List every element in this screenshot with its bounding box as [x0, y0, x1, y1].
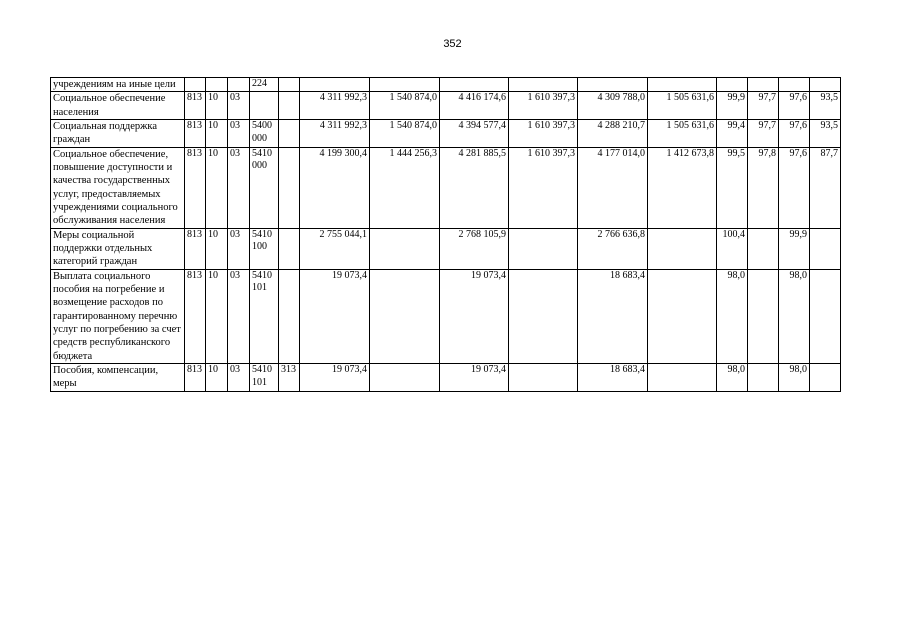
ved-code: 813 — [185, 147, 206, 228]
target-article-code — [250, 92, 279, 120]
value-4: 1 610 397,3 — [509, 147, 578, 228]
percent-4: 87,7 — [810, 147, 841, 228]
value-1: 19 073,4 — [300, 363, 370, 391]
value-6 — [648, 78, 717, 92]
value-2: 1 540 874,0 — [370, 92, 440, 120]
percent-2 — [748, 228, 779, 269]
budget-table — [50, 77, 841, 392]
value-5: 18 683,4 — [578, 363, 648, 391]
percent-4 — [810, 363, 841, 391]
value-5: 18 683,4 — [578, 269, 648, 363]
expense-type-code — [279, 147, 300, 228]
expense-type-code — [279, 269, 300, 363]
table-row — [51, 269, 841, 363]
percent-2: 97,8 — [748, 147, 779, 228]
percent-3: 97,6 — [779, 147, 810, 228]
target-article-code: 5410 000 — [250, 147, 279, 228]
value-1: 4 311 992,3 — [300, 92, 370, 120]
ved-code — [185, 78, 206, 92]
value-2 — [370, 78, 440, 92]
value-6: 1 505 631,6 — [648, 119, 717, 147]
percent-1: 98,0 — [717, 363, 748, 391]
percent-1: 99,4 — [717, 119, 748, 147]
value-3: 19 073,4 — [440, 363, 509, 391]
percent-4 — [810, 269, 841, 363]
subsection-code: 03 — [228, 92, 250, 120]
value-3: 4 281 885,5 — [440, 147, 509, 228]
section-code: 10 — [206, 228, 228, 269]
percent-4: 93,5 — [810, 92, 841, 120]
expense-type-code — [279, 92, 300, 120]
value-1: 4 311 992,3 — [300, 119, 370, 147]
page-number: 352 — [443, 38, 462, 50]
section-code: 10 — [206, 92, 228, 120]
value-3: 19 073,4 — [440, 269, 509, 363]
section-code: 10 — [206, 119, 228, 147]
value-1: 2 755 044,1 — [300, 228, 370, 269]
expense-type-code — [279, 119, 300, 147]
expense-type-code — [279, 78, 300, 92]
percent-4 — [810, 78, 841, 92]
ved-code: 813 — [185, 363, 206, 391]
subsection-code: 03 — [228, 228, 250, 269]
value-6: 1 412 673,8 — [648, 147, 717, 228]
subsection-code: 03 — [228, 119, 250, 147]
percent-1: 100,4 — [717, 228, 748, 269]
percent-2 — [748, 363, 779, 391]
subsection-code: 03 — [228, 147, 250, 228]
percent-2 — [748, 78, 779, 92]
section-code: 10 — [206, 147, 228, 228]
target-article-code: 5410 101 — [250, 363, 279, 391]
ved-code: 813 — [185, 269, 206, 363]
section-code: 10 — [206, 269, 228, 363]
subsection-code: 03 — [228, 363, 250, 391]
table-row — [51, 228, 841, 269]
value-3: 4 416 174,6 — [440, 92, 509, 120]
value-2 — [370, 363, 440, 391]
percent-4: 93,5 — [810, 119, 841, 147]
value-5: 4 288 210,7 — [578, 119, 648, 147]
ved-code: 813 — [185, 92, 206, 120]
value-4 — [509, 78, 578, 92]
percent-3 — [779, 78, 810, 92]
value-3 — [440, 78, 509, 92]
value-6 — [648, 228, 717, 269]
value-3: 4 394 577,4 — [440, 119, 509, 147]
percent-2: 97,7 — [748, 119, 779, 147]
percent-3: 97,6 — [779, 119, 810, 147]
percent-4 — [810, 228, 841, 269]
expense-type-code: 313 — [279, 363, 300, 391]
table-row — [51, 78, 841, 92]
value-2 — [370, 228, 440, 269]
value-1: 4 199 300,4 — [300, 147, 370, 228]
table-row — [51, 92, 841, 120]
value-4: 1 610 397,3 — [509, 119, 578, 147]
percent-3: 98,0 — [779, 363, 810, 391]
value-4 — [509, 269, 578, 363]
percent-1: 99,5 — [717, 147, 748, 228]
percent-1 — [717, 78, 748, 92]
value-2 — [370, 269, 440, 363]
ved-code: 813 — [185, 228, 206, 269]
subsection-code — [228, 78, 250, 92]
section-code — [206, 78, 228, 92]
percent-3: 97,6 — [779, 92, 810, 120]
row-name: Социальная поддержка граждан — [51, 119, 185, 147]
value-5: 4 309 788,0 — [578, 92, 648, 120]
value-4: 1 610 397,3 — [509, 92, 578, 120]
table-row — [51, 147, 841, 228]
row-name: Выплата социального пособия на погребение и возмещение расходов по гарантированному перечню услуг по погребению за счет средств республиканского бюджета — [51, 269, 185, 363]
percent-1: 98,0 — [717, 269, 748, 363]
section-code: 10 — [206, 363, 228, 391]
target-article-code: 5400 000 — [250, 119, 279, 147]
row-name: Пособия, компенсации, меры — [51, 363, 185, 391]
percent-3: 99,9 — [779, 228, 810, 269]
target-article-code: 224 — [250, 78, 279, 92]
value-2: 1 540 874,0 — [370, 119, 440, 147]
target-article-code: 5410 100 — [250, 228, 279, 269]
percent-2: 97,7 — [748, 92, 779, 120]
row-name: Социальное обеспечение, повышение доступности и качества государственных услуг, предоставляемых учреждениями социального обслуживания населения — [51, 147, 185, 228]
value-5: 2 766 636,8 — [578, 228, 648, 269]
table-row — [51, 363, 841, 391]
table-body — [51, 78, 841, 392]
percent-2 — [748, 269, 779, 363]
value-6 — [648, 363, 717, 391]
row-name: Социальное обеспечение населения — [51, 92, 185, 120]
value-6: 1 505 631,6 — [648, 92, 717, 120]
value-6 — [648, 269, 717, 363]
percent-3: 98,0 — [779, 269, 810, 363]
value-2: 1 444 256,3 — [370, 147, 440, 228]
value-5: 4 177 014,0 — [578, 147, 648, 228]
row-name: учреждениям на иные цели — [51, 78, 185, 92]
value-1: 19 073,4 — [300, 269, 370, 363]
target-article-code: 5410 101 — [250, 269, 279, 363]
value-4 — [509, 363, 578, 391]
row-name: Меры социальной поддержки отдельных категорий граждан — [51, 228, 185, 269]
value-5 — [578, 78, 648, 92]
value-3: 2 768 105,9 — [440, 228, 509, 269]
value-1 — [300, 78, 370, 92]
value-4 — [509, 228, 578, 269]
ved-code: 813 — [185, 119, 206, 147]
subsection-code: 03 — [228, 269, 250, 363]
expense-type-code — [279, 228, 300, 269]
percent-1: 99,9 — [717, 92, 748, 120]
table-row — [51, 119, 841, 147]
